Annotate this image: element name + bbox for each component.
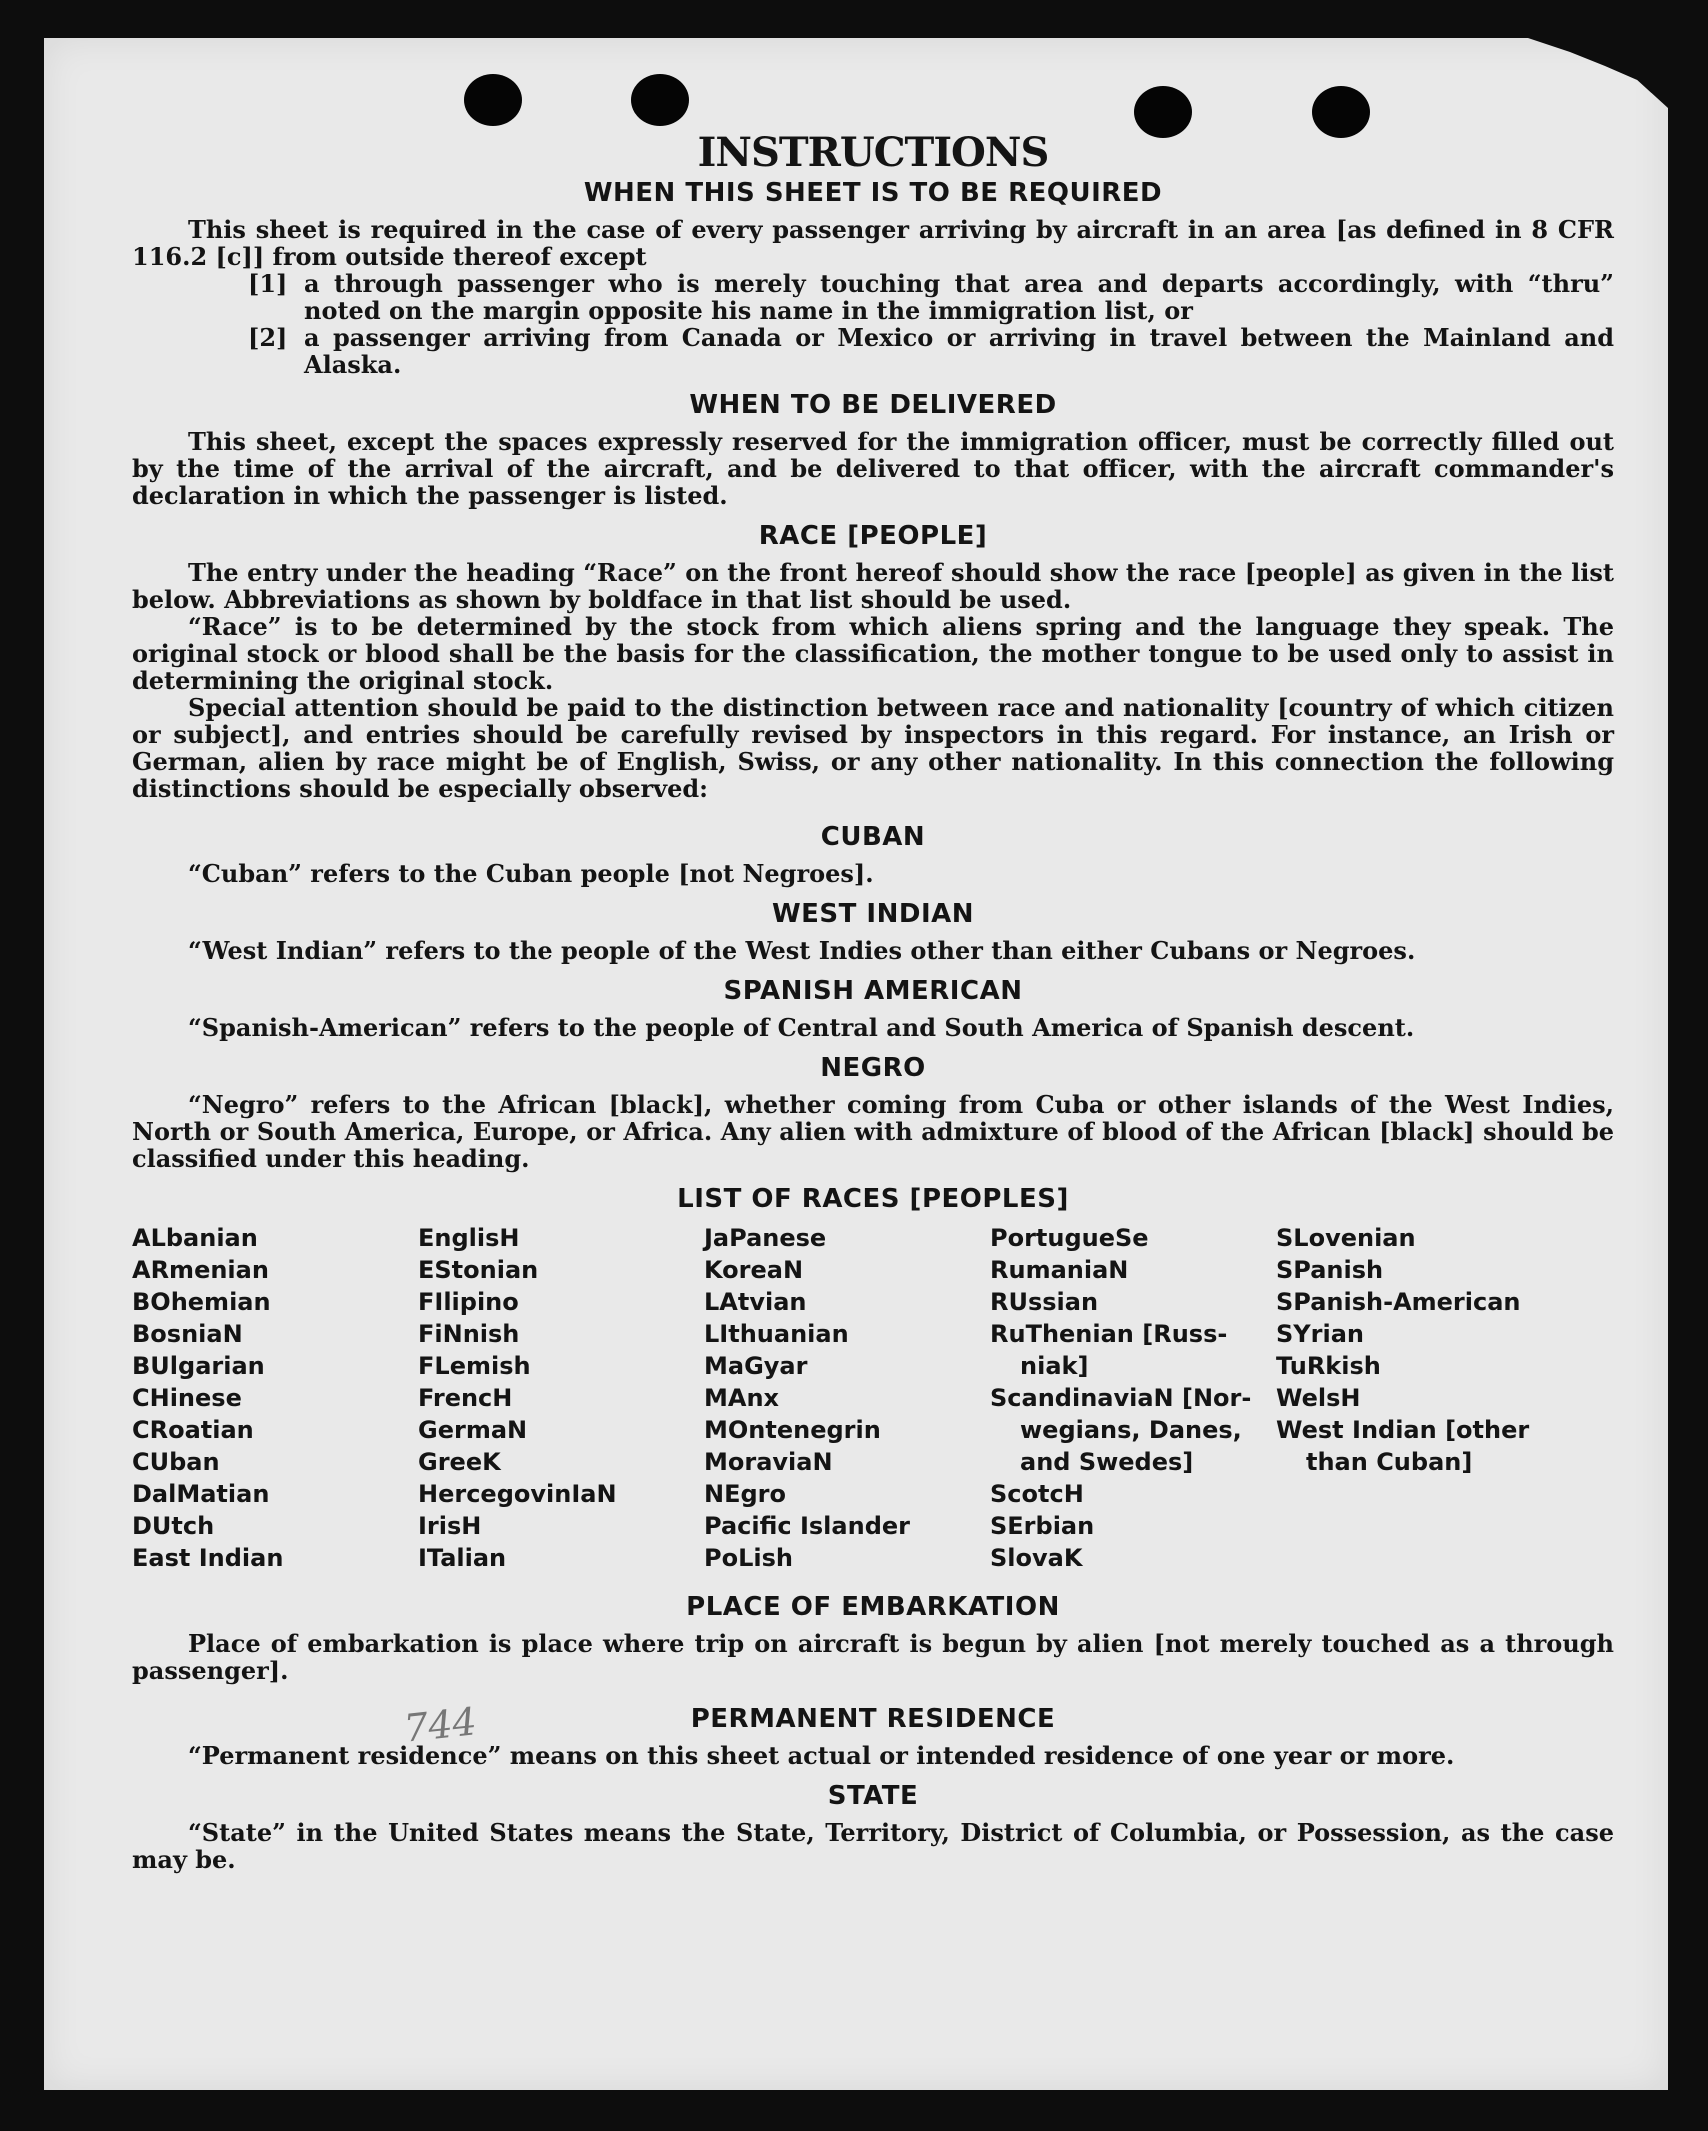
document-sheet [44,38,1668,2090]
race-entry: RUssian [990,1288,1099,1316]
heading-west-indian: WEST INDIAN [771,899,975,929]
race-entry: BosniaN [132,1320,243,1348]
race-entry: FrencH [418,1384,513,1412]
instructions-content [132,130,1614,1873]
race-entry: ARmenian [132,1256,269,1284]
race-entry: EnglisH [418,1224,520,1252]
punch-hole [464,74,522,126]
race-entry: SErbian [990,1512,1095,1540]
race-entry: IrisH [418,1512,482,1540]
race-entry: East Indian [132,1544,284,1572]
race-entry: LIthuanian [704,1320,849,1348]
heading-state: STATE [827,1781,919,1811]
race-entry: MAnx [704,1384,780,1412]
race-entry: SLovenian [1276,1224,1416,1252]
race-entry: FiNnish [418,1320,520,1348]
race-entry: SPanish-American [1276,1288,1521,1316]
race-entry: CRoatian [132,1416,254,1444]
race-column [418,1222,704,1574]
heading-permanent-residence: PERMANENT RESIDENCE [690,1704,1056,1734]
race-entry: JaPanese [704,1224,827,1252]
heading-when-required: WHEN THIS SHEET IS TO BE REQUIRED [583,178,1163,208]
race-entry: PoLish [704,1544,793,1572]
race-entry: HercegovinIaN [418,1480,617,1508]
race-entry: DUtch [132,1512,215,1540]
race-entry-continuation: and Swedes] [1020,1448,1194,1476]
exception-item [248,270,1614,324]
race-entry-continuation: niak] [1020,1352,1089,1380]
race-entry: TuRkish [1276,1352,1381,1380]
punch-hole [631,74,689,126]
race-column [132,1222,418,1574]
west-indian-text: “West Indian” refers to the people of the West Indies other than either Cubans or Negroes. [188,936,1416,965]
heading-when-delivered: WHEN TO BE DELIVERED [689,390,1057,420]
race-entry: DalMatian [132,1480,270,1508]
race-paragraph: The entry under the heading “Race” on the front hereof should show the race [people] as given in the list below. Abbreviations as shown by boldface in that list should be used. [132,558,1614,614]
race-entry: PortugueSe [990,1224,1149,1252]
race-entry: MoraviaN [704,1448,833,1476]
exception-text: a passenger arriving from Canada or Mexico or arriving in travel between the Mainland and Alaska. [304,323,1614,379]
heading-cuban: CUBAN [820,822,926,852]
race-entry: BOhemian [132,1288,271,1316]
race-entry: MaGyar [704,1352,808,1380]
race-entry: Pacific Islander [704,1512,910,1540]
race-entry: SlovaK [990,1544,1083,1572]
race-entry: ALbanian [132,1224,258,1252]
cuban-text: “Cuban” refers to the Cuban people [not Negroes]. [188,859,874,888]
page-title: INSTRUCTIONS [697,129,1049,176]
race-entry-continuation: wegians, Danes, [1020,1416,1242,1444]
race-entry-continuation: than Cuban] [1306,1448,1473,1476]
race-entry: RumaniaN [990,1256,1129,1284]
race-entry: GermaN [418,1416,528,1444]
spanish-american-text: “Spanish-American” refers to the people of Central and South America of Spanish descent. [188,1013,1415,1042]
race-entry: ITalian [418,1544,507,1572]
race-entry: SPanish [1276,1256,1384,1284]
race-paragraph: Special attention should be paid to the distinction between race and nationality [country of which citizen or subject], and entries should be carefully revised by inspectors in this regard. For instance, an Irish or German, alien by race might be of English, Swiss, or any other nationality. In this connection the following distinctions should be especially observed: [132,693,1614,803]
negro-text: “Negro” refers to the African [black], whether coming from Cuba or other islands of the West Indies, North or South America, Europe, or Africa. Any alien with admixture of blood of the African [black] should be classified under this heading. [132,1090,1614,1173]
when-required-intro: This sheet is required in the case of every passenger arriving by aircraft in an area [as defined in 8 CFR 116.2 [c]] from outside thereof except [132,215,1614,271]
residence-text: “Permanent residence” means on this sheet actual or intended residence of one year or more. [188,1741,1455,1770]
heading-race: RACE [PEOPLE] [758,521,988,551]
race-entry: FIlipino [418,1288,519,1316]
race-entry: West Indian [other [1276,1416,1530,1444]
when-delivered-text: This sheet, except the spaces expressly reserved for the immigration officer, must be correctly filled out by the time of the arrival of the aircraft, and be delivered to that officer, with the aircraft commander's declaration in which the passenger is listed. [132,427,1614,510]
race-entry: BUlgarian [132,1352,265,1380]
race-entry: CHinese [132,1384,242,1412]
race-list [132,1222,1614,1574]
race-entry: WelsH [1276,1384,1361,1412]
race-entry: CUban [132,1448,220,1476]
exception-item [248,324,1614,378]
state-text: “State” in the United States means the State, Territory, District of Columbia, or Possession, as the case may be. [132,1818,1614,1874]
exception-number: [2] [248,323,288,352]
embarkation-text: Place of embarkation is place where trip on aircraft is begun by alien [not merely touched as a through passenger]. [132,1629,1614,1685]
exception-number: [1] [248,269,288,298]
race-entry: ScandinaviaN [Nor- [990,1384,1252,1412]
race-column [1276,1222,1614,1574]
race-entry: MOntenegrin [704,1416,881,1444]
race-entry: KoreaN [704,1256,804,1284]
race-entry: RuThenian [Russ- [990,1320,1228,1348]
race-column [990,1222,1276,1574]
race-column [704,1222,990,1574]
heading-spanish-american: SPANISH AMERICAN [723,976,1023,1006]
torn-corner [1528,38,1668,108]
heading-negro: NEGRO [820,1053,926,1083]
exception-text: a through passenger who is merely touching that area and departs accordingly, with “thru” noted on the margin opposite his name in the immigration list, or [304,269,1614,325]
race-entry: FLemish [418,1352,531,1380]
race-entry: NEgro [704,1480,786,1508]
race-entry: LAtvian [704,1288,807,1316]
handwritten-mark: 744 [401,1699,479,1751]
race-paragraph: “Race” is to be determined by the stock from which aliens spring and the language they speak. The original stock or blood shall be the basis for the classification, the mother tongue to be used only to assist in determining the original stock. [132,612,1614,695]
heading-embarkation: PLACE OF EMBARKATION [686,1592,1060,1622]
race-entry: EStonian [418,1256,539,1284]
heading-list-of-races: LIST OF RACES [PEOPLES] [677,1184,1069,1214]
race-entry: GreeK [418,1448,501,1476]
race-entry: ScotcH [990,1480,1084,1508]
race-entry: SYrian [1276,1320,1365,1348]
